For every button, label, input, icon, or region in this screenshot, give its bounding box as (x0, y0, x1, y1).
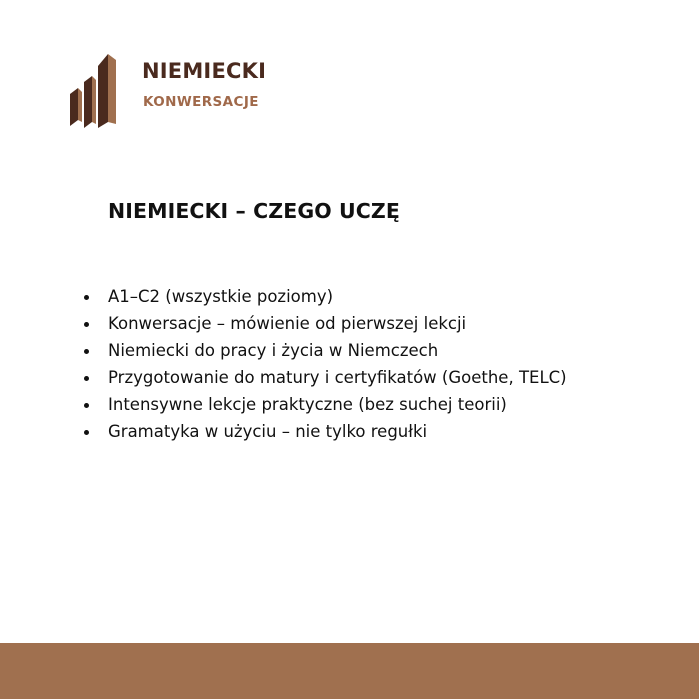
list-item-text: A1–C2 (wszystkie poziomy) (108, 287, 334, 306)
list-item (84, 311, 584, 336)
bullet-icon (84, 349, 89, 354)
brand-subtitle: KONWERSACJE (143, 94, 259, 110)
list-item-text: Niemiecki do pracy i życia w Niemczech (108, 341, 439, 360)
bullet-icon (84, 322, 89, 327)
bullet-icon (84, 403, 89, 408)
list-item-text: Intensywne lekcje praktyczne (bez suchej teorii) (108, 395, 507, 414)
list-item (84, 338, 584, 363)
bullet-icon (84, 376, 89, 381)
list-item (84, 392, 584, 417)
brand-title: NIEMIECKI (142, 59, 267, 83)
topics-list (84, 284, 584, 446)
bullet-icon (84, 295, 89, 300)
list-item (84, 284, 584, 309)
bar-chart-logo-icon (68, 52, 120, 128)
list-item-text: Gramatyka w użyciu – nie tylko regułki (108, 422, 428, 441)
footer-band (0, 643, 699, 699)
list-item (84, 365, 584, 390)
bullet-icon (84, 430, 89, 435)
list-item (84, 419, 584, 444)
page-heading: NIEMIECKI – CZEGO UCZĘ (108, 199, 400, 223)
list-item-text: Przygotowanie do matury i certyfikatów (Goethe, TELC) (108, 368, 567, 387)
list-item-text: Konwersacje – mówienie od pierwszej lekcji (108, 314, 467, 333)
